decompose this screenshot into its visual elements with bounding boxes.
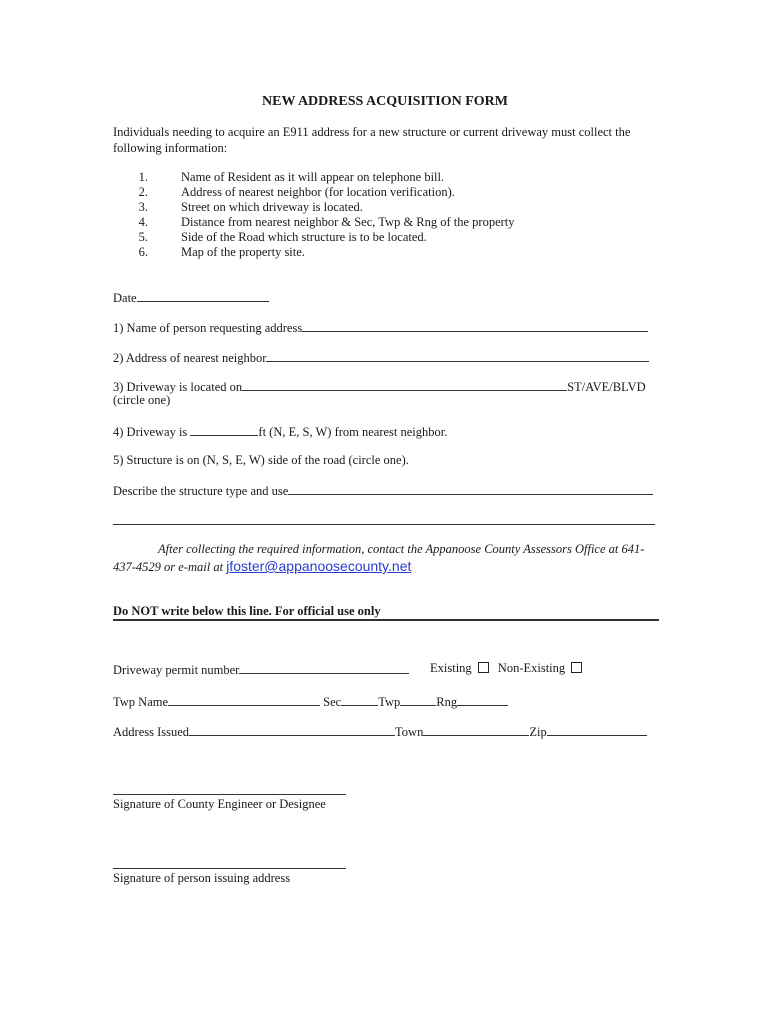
permit-label: Driveway permit number (113, 663, 240, 677)
zip-label: Zip (529, 725, 547, 739)
distance-blank[interactable] (190, 423, 258, 436)
twp-label: Twp (378, 695, 401, 709)
address-issued-blank[interactable] (189, 723, 395, 736)
driveway-located-label: 3) Driveway is located on (113, 380, 243, 394)
list-item-number: 1. (138, 170, 148, 184)
official-use-heading: Do NOT write below this line. For official use only (113, 604, 381, 618)
zip-blank[interactable] (547, 723, 647, 736)
issuer-signature-line[interactable] (113, 868, 346, 869)
nearest-neighbor-field[interactable] (113, 349, 649, 366)
driveway-distance-field[interactable] (113, 423, 447, 440)
existing-options (430, 661, 582, 676)
existing-label: Existing (430, 661, 472, 675)
list-item: Name of Resident as it will appear on telephone bill. (181, 170, 445, 184)
contact-line-1: After collecting the required information, contact the Appanoose County Assessors Office at 641- (158, 542, 645, 556)
sec-blank[interactable] (341, 693, 378, 706)
twp-name-label: Twp Name (113, 695, 169, 709)
email-link[interactable]: jfoster@appanoosecounty.net (226, 558, 412, 574)
date-blank[interactable] (137, 289, 269, 302)
list-item: Address of nearest neighbor (for location verification). (181, 185, 455, 199)
nearest-neighbor-blank[interactable] (266, 349, 649, 362)
engineer-signature-line[interactable] (113, 794, 346, 795)
date-field[interactable] (113, 289, 269, 306)
list-item: Map of the property site. (181, 245, 305, 259)
twp-name-blank[interactable] (168, 693, 320, 706)
ft-direction-label: ft (N, E, S, W) from nearest neighbor. (258, 425, 448, 439)
rng-blank[interactable] (457, 693, 508, 706)
describe-continuation-line[interactable] (113, 524, 655, 525)
legal-description-field[interactable] (113, 693, 508, 710)
existing-checkbox[interactable] (478, 662, 489, 673)
issuer-signature-label: Signature of person issuing address (113, 871, 291, 885)
describe-label: Describe the structure type and use (113, 484, 289, 498)
non-existing-checkbox[interactable] (571, 662, 582, 673)
list-item: Street on which driveway is located. (181, 200, 363, 214)
nearest-neighbor-label: 2) Address of nearest neighbor (113, 351, 267, 365)
contact-text: 437-4529 or e-mail at (113, 560, 224, 574)
intro-paragraph: Individuals needing to acquire an E911 address for a new structure or current driveway must collect the following information: (113, 125, 631, 155)
describe-blank[interactable] (288, 482, 653, 495)
list-item-number: 2. (138, 185, 148, 199)
form-title: NEW ADDRESS ACQUISITION FORM (262, 94, 508, 109)
driveway-located-blank[interactable] (242, 378, 567, 391)
name-requesting-blank[interactable] (302, 319, 648, 332)
sec-label: Sec (323, 695, 342, 709)
non-existing-label: Non-Existing (497, 661, 566, 675)
contact-line-2 (113, 558, 411, 575)
list-item-number: 4. (138, 215, 148, 229)
permit-blank[interactable] (239, 661, 409, 674)
name-requesting-label: 1) Name of person requesting address (113, 321, 303, 335)
official-divider (113, 619, 659, 621)
address-issued-field[interactable] (113, 723, 647, 740)
driveway-is-label: 4) Driveway is (113, 425, 188, 439)
address-issued-label: Address Issued (113, 725, 190, 739)
twp-blank[interactable] (400, 693, 436, 706)
list-item: Side of the Road which structure is to be located. (181, 230, 427, 244)
list-item: Distance from nearest neighbor & Sec, Twp & Rng of the property (181, 215, 515, 229)
list-item-number: 5. (138, 230, 148, 244)
driveway-located-field[interactable] (113, 378, 646, 395)
town-label: Town (395, 725, 424, 739)
describe-field[interactable] (113, 482, 653, 499)
structure-side-text: 5) Structure is on (N, S, E, W) side of the road (circle one). (113, 453, 409, 467)
rng-label: Rng (436, 695, 458, 709)
street-type-options[interactable]: ST/AVE/BLVD (567, 380, 646, 394)
town-blank[interactable] (423, 723, 529, 736)
circle-one-note: (circle one) (113, 393, 171, 407)
permit-field[interactable] (113, 661, 409, 678)
list-item-number: 3. (138, 200, 148, 214)
date-label: Date (113, 291, 137, 305)
name-requesting-field[interactable] (113, 319, 648, 336)
engineer-signature-label: Signature of County Engineer or Designee (113, 797, 326, 811)
list-item-number: 6. (138, 245, 148, 259)
